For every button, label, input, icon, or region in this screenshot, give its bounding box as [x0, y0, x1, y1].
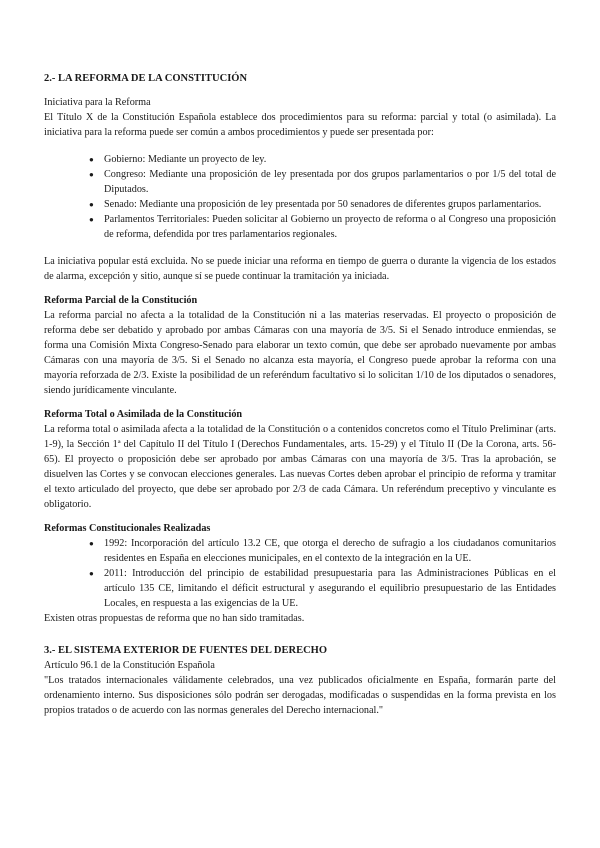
list-item: ● Senado: Mediante una proposición de ley presentada por 50 senadores de diferentes grupos parlamentarios. — [89, 199, 542, 210]
bullet-icon: ● — [89, 569, 94, 578]
realized-reforms-heading: Reformas Constitucionales Realizadas — [44, 523, 211, 534]
list-item: ● 1992: Incorporación del artículo 13.2 CE, que otorga el derecho de sufragio a los ciudadanos comunitarios residentes en España en elecciones municipales, en el contexto de la integración en la UE. — [89, 538, 556, 564]
bullet-icon: ● — [89, 539, 94, 548]
bullet-icon: ● — [89, 170, 94, 179]
section-2-title: 2.- LA REFORMA DE LA CONSTITUCIÓN — [44, 73, 248, 84]
list-item: ● 2011: Introducción del principio de estabilidad presupuestaria para las Administraciones Públicas en el artículo 135 CE, limitando el déficit estructural y asegurando el equilibrio presupuestario de las Entidades Locales, en respuesta a las exigencias de la UE. — [89, 568, 556, 609]
initiative-heading: Iniciativa para la Reforma — [44, 97, 151, 108]
document-content — [44, 71, 556, 718]
bullet-icon: ● — [89, 155, 94, 164]
partial-reform-heading: Reforma Parcial de la Constitución — [44, 295, 198, 306]
article-96-heading: Artículo 96.1 de la Constitución Española — [44, 660, 215, 671]
partial-reform-text: La reforma parcial no afecta a la totalidad de la Constitución ni a las materias reservadas. El proyecto o proposición de reforma debe ser debatido y aprobado por ambas Cámaras con una mayoría de 3/5. Si el Senado introduce enmiendas, se forma una Comisión Mixta Congreso-Senado para elaborar un texto común, que debe ser aprobado nuevamente por ambas Cámaras con una mayoría de 3/5. Si el Senado no alcanza esta mayoría, el Congreso puede aprobar la reforma con una mayoría reforzada de 2/3. Existe la posibilidad de un referéndum facultativo si lo solicitan 1/10 de los diputados o senadores, siendo jurídicamente vinculante. — [44, 310, 556, 396]
initiative-list — [44, 152, 556, 242]
total-reform-text: La reforma total o asimilada afecta a la totalidad de la Constitución o a contenidos concretos como el Título Preliminar (arts. 1-9), la Sección 1ª del Capítulo II del Título I (Derechos Fundamentales, arts. 15-29) y el Título II (De la Corona, arts. 56-65). El proyecto o proposición debe ser aprobado por ambas Cámaras con una mayoría de 3/5. Tras la aprobación, se disuelven las Cortes y se convocan elecciones generales. Las nuevas Cortes deben aprobar el principio de reforma y tramitar el texto articulado del proyecto, que debe ser aprobado por 2/3 de cada Cámara. Un referéndum preceptivo y vinculante es obligatorio. — [44, 424, 556, 510]
realized-reforms-note: Existen otras propuestas de reforma que no han sido tramitadas. — [44, 613, 305, 624]
list-item: ● Gobierno: Mediante un proyecto de ley. — [89, 154, 267, 165]
bullet-icon: ● — [89, 215, 94, 224]
total-reform-heading: Reforma Total o Asimilada de la Constitución — [44, 409, 243, 420]
list-item: ● Congreso: Mediante una proposición de ley presentada por dos grupos parlamentarios o por 1/5 del total de Diputados. — [89, 169, 556, 195]
bullet-icon: ● — [89, 200, 94, 209]
initiative-intro: El Título X de la Constitución Española establece dos procedimientos para su reforma: parcial y total (o asimilada). La iniciativa para la reforma puede ser común a ambos procedimientos y puede ser presentada por: — [44, 112, 556, 138]
list-item: ● Parlamentos Territoriales: Pueden solicitar al Gobierno un proyecto de reforma o al Congreso una proposición de reforma, defendida por tres parlamentarios regionales. — [89, 214, 556, 240]
realized-reforms-list — [44, 536, 556, 611]
section-3-title: 3.- EL SISTEMA EXTERIOR DE FUENTES DEL DERECHO — [44, 645, 327, 656]
article-96-quote: "Los tratados internacionales válidamente celebrados, una vez publicados oficialmente en España, formarán parte del ordenamiento interno. Sus disposiciones sólo podrán ser derogadas, modificadas o suspendidas en la forma prevista en los propios tratados o de acuerdo con las normas generales del Derecho internacional." — [44, 675, 556, 716]
initiative-note: La iniciativa popular está excluida. No se puede iniciar una reforma en tiempo de guerra o durante la vigencia de los estados de alarma, excepción y sitio, aunque sí se puede continuar la tramitación ya iniciada. — [44, 256, 556, 282]
